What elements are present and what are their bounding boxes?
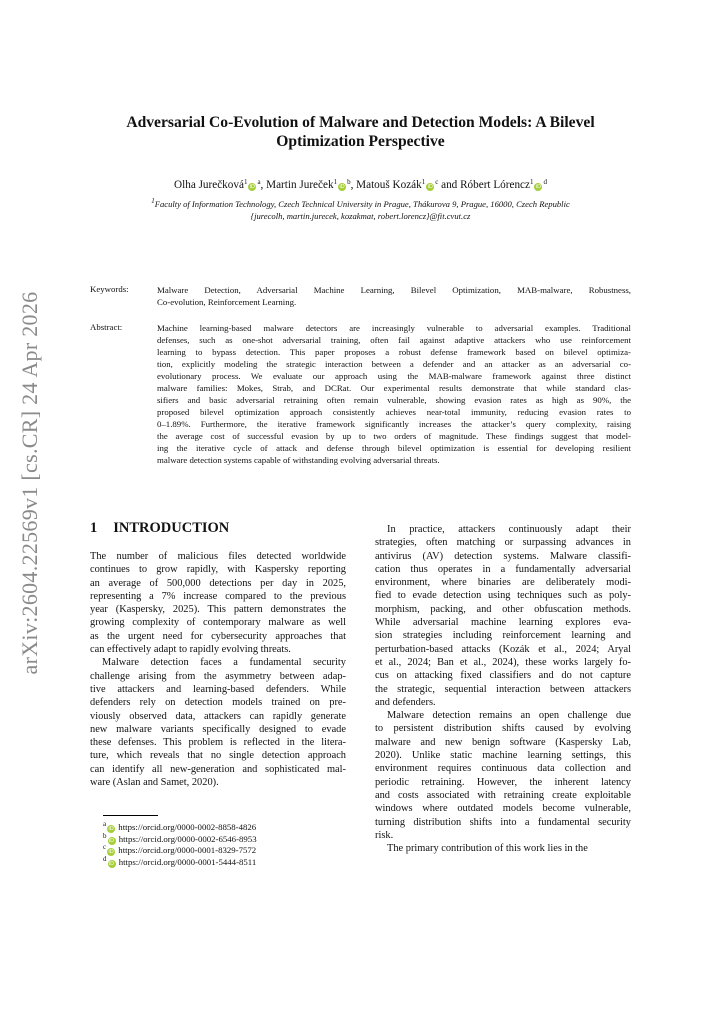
author-name: Olha Jurečková bbox=[174, 179, 244, 191]
affiliation-mark: 1 bbox=[421, 178, 426, 186]
body-line: sion strategies including reinforcement learning and bbox=[375, 630, 631, 642]
affiliation-text: Faculty of Information Technology, Czech Technical University in Prague, Thákurova 9, Prague, 16000, Czech Republic bbox=[154, 199, 570, 209]
title-line: Adversarial Co-Evolution of Malware and Detection Models: A Bilevel bbox=[126, 114, 595, 131]
keywords-text bbox=[157, 284, 631, 308]
abstract-line: tion, explicitly modeling the strategic interaction between a defender and an attacker as an adversarial co- bbox=[157, 359, 631, 369]
body-line: strategies, often matching or surpassing advances in bbox=[375, 537, 631, 549]
orcid-link[interactable]: https://orcid.org/0000-0002-6546-8953 bbox=[116, 833, 257, 844]
abstract-text bbox=[157, 322, 631, 466]
abstract-line: malware detection systems capable of withstanding evolving adversarial threats. bbox=[157, 455, 440, 465]
body-line: the strategic, sequential interaction between attackers bbox=[375, 683, 631, 695]
body-line: turning distribution shifts into a fundamental security bbox=[375, 816, 631, 828]
paper-title bbox=[90, 113, 631, 151]
left-column bbox=[90, 550, 346, 789]
body-line: The number of malicious files detected worldwide bbox=[90, 551, 346, 562]
body-line: cus on attacking fixed classifiers and do not capture bbox=[375, 670, 631, 682]
orcid-icon[interactable]: iD bbox=[535, 184, 542, 190]
body-line: can effectively adapt to rapidly evolving threats. bbox=[90, 644, 291, 656]
abstract-line: ing the iterative cycle of attack and defense through bilevel optimization is essential for developing resilient bbox=[157, 443, 631, 453]
body-line: defenders rely on detection models trained on pre- bbox=[90, 697, 346, 709]
abstract-line: defenses, such as one-shot adversarial training, often fail against adaptive attackers who use reinforcement bbox=[157, 335, 631, 345]
right-column bbox=[375, 523, 631, 855]
footnote-mark: c bbox=[435, 178, 439, 186]
author-list bbox=[90, 179, 631, 191]
body-line: year (Kaspersky, 2025). This pattern demonstrates the bbox=[90, 604, 346, 616]
affiliation-mark: 1 bbox=[529, 178, 534, 186]
footnote-rule bbox=[103, 815, 158, 816]
abstract-line: 0–1.89%. Furthermore, the iterative framework significantly increases the attacker’s query complexity, raising bbox=[157, 419, 631, 429]
body-line: tive attackers and learning-based defenders. While bbox=[90, 683, 346, 695]
abstract-line: evolutionary process. We evaluate our approach using the MAB-malware framework against three distinct bbox=[157, 371, 631, 381]
affiliation bbox=[90, 198, 631, 222]
title-line: Optimization Perspective bbox=[276, 133, 445, 150]
author-name: and Róbert Lórencz bbox=[438, 179, 530, 191]
body-line: these defenses. This problem is reflected in the litera- bbox=[90, 737, 346, 749]
body-line: environment requires continuous data collection and bbox=[375, 763, 631, 775]
body-line: and defenders. bbox=[375, 696, 436, 708]
orcid-icon[interactable]: iD bbox=[339, 184, 345, 190]
orcid-icon: iD bbox=[108, 860, 115, 867]
abstract-line: proposed bilevel optimization approach consistently achieves near-total immunity, reducing evasion rates to bbox=[157, 407, 631, 417]
body-line: growing complexity of contemporary malware as well bbox=[90, 617, 346, 629]
keywords-line: Co-evolution, Reinforcement Learning. bbox=[157, 297, 297, 307]
orcid-icon: iD bbox=[108, 849, 114, 855]
orcid-link[interactable]: https://orcid.org/0000-0002-8858-4826 bbox=[116, 822, 257, 832]
footnote-mark: b bbox=[347, 178, 351, 186]
orcid-icon[interactable]: iD bbox=[249, 184, 256, 190]
body-line: ware (Aslan and Samet, 2020). bbox=[90, 777, 219, 789]
affiliation-mark: 1 bbox=[333, 178, 338, 186]
body-line: risk. bbox=[375, 829, 394, 841]
body-line: windows where outdated models become vulnerable, bbox=[375, 803, 631, 815]
affiliation-mark: 1 bbox=[151, 197, 155, 205]
body-line: Malware detection remains an open challenge due bbox=[387, 710, 631, 722]
keywords-label: Keywords: bbox=[90, 284, 129, 294]
body-line: as the urgent need for cybersecurity approaches that bbox=[90, 630, 346, 642]
footnote-item bbox=[103, 831, 257, 846]
body-line: periodic retraining. However, the inherent latency bbox=[375, 776, 631, 788]
abstract-line: sifiers and basic adversarial retraining often remain vulnerable, showing evasion rates as high as 90%, the bbox=[157, 395, 631, 405]
footnotes bbox=[103, 822, 257, 868]
footnote-mark: b bbox=[103, 831, 107, 840]
abstract-label: Abstract: bbox=[90, 322, 123, 332]
body-line: and costs associated with retraining create exploitable bbox=[375, 789, 631, 801]
body-line: et al., 2024; Ban et al., 2024), these works largely fo- bbox=[375, 656, 631, 668]
body-line: In practice, attackers continuously adapt their bbox=[387, 524, 631, 535]
footnote-mark: d bbox=[103, 854, 107, 863]
body-line: antivirus (AV) detection systems. Malware classifi- bbox=[375, 550, 631, 562]
orcid-link[interactable]: https://orcid.org/0000-0001-8329-7572 bbox=[116, 845, 257, 855]
arxiv-identifier-stamp bbox=[10, 291, 50, 675]
footnote-item bbox=[103, 854, 257, 869]
section-title: INTRODUCTION bbox=[113, 520, 230, 536]
keywords-line: Malware Detection, Adversarial Machine Learning, Bilevel Optimization, MAB-malware, Robustness, bbox=[157, 285, 631, 295]
orcid-icon: iD bbox=[108, 837, 115, 844]
body-line: perturbation-based attacks (Kozák et al., 2024; Aryal bbox=[375, 643, 631, 655]
author-emails: {jurecolh, martin.jurecek, kozakmat, robert.lorencz}@fit.cvut.cz bbox=[250, 211, 471, 221]
footnote-mark: a bbox=[257, 178, 261, 186]
body-line: viously observed data, attackers can rapidly generate bbox=[90, 710, 346, 722]
body-line: ture, which reveals that no single detection approach bbox=[90, 750, 346, 762]
body-line: environment, where binaries are deliberately modi- bbox=[375, 577, 631, 589]
body-line: representing a 7% increase compared to the previous bbox=[90, 590, 346, 602]
author-name: , Matouš Kozák bbox=[350, 179, 422, 191]
section-number: 1 bbox=[90, 520, 98, 536]
abstract-line: learning to bypass detection. This paper proposes a robust defense framework based on bilevel optimiza- bbox=[157, 347, 631, 357]
orcid-icon: iD bbox=[108, 826, 114, 832]
abstract-line: the average cost of successful evasion by up to two orders of magnitude. These findings suggest that model- bbox=[157, 431, 631, 441]
body-line: fied to evade detection using techniques such as poly- bbox=[375, 590, 631, 602]
body-line: While adversarial machine learning explores eva- bbox=[375, 617, 631, 629]
body-line: Malware detection faces a fundamental security bbox=[102, 657, 346, 669]
body-line: an average of 500,000 detections per day in 2025, bbox=[90, 577, 346, 589]
footnote-item bbox=[103, 845, 257, 857]
body-line: new malware variants specifically designed to evade bbox=[90, 723, 346, 735]
body-line: challenge arising from the asymmetry between adap- bbox=[90, 670, 346, 682]
abstract-line: Machine learning-based malware detectors are increasingly vulnerable to adversarial examples. Traditional bbox=[157, 323, 631, 333]
body-line: to persistent distribution shifts caused by evolving bbox=[375, 723, 631, 735]
arxiv-stamp-text: arXiv:2604.22569v1 [cs.CR] 24 Apr 2026 bbox=[17, 291, 42, 675]
body-line: 2020). Unlike static machine learning settings, this bbox=[375, 750, 631, 762]
body-line: cation thus operates in a fundamentally adversarial bbox=[375, 563, 631, 575]
orcid-link[interactable]: https://orcid.org/0000-0001-5444-8511 bbox=[116, 856, 257, 867]
author-name: , Martin Jureček bbox=[260, 179, 334, 191]
body-line: morphism, packing, and other obfuscation methods. bbox=[375, 603, 631, 615]
body-line: The primary contribution of this work lies in the bbox=[387, 843, 588, 855]
footnote-mark: c bbox=[103, 843, 107, 851]
body-line: malware and new benign software (Kaspersky Lab, bbox=[375, 736, 631, 748]
section-heading bbox=[90, 520, 229, 537]
footnote-item bbox=[103, 822, 257, 834]
body-line: continues to grow rapidly, with Kaspersky reporting bbox=[90, 564, 346, 576]
abstract-line: malware families: Mokes, Strab, and DCRat. Our experimental results demonstrate that while standard clas- bbox=[157, 383, 631, 393]
body-line: can identify all new-generation and sophisticated mal- bbox=[90, 763, 346, 775]
footnote-mark: a bbox=[103, 820, 107, 828]
affiliation-mark: 1 bbox=[243, 178, 248, 186]
footnote-mark: d bbox=[543, 178, 547, 186]
orcid-icon[interactable]: iD bbox=[427, 184, 433, 190]
